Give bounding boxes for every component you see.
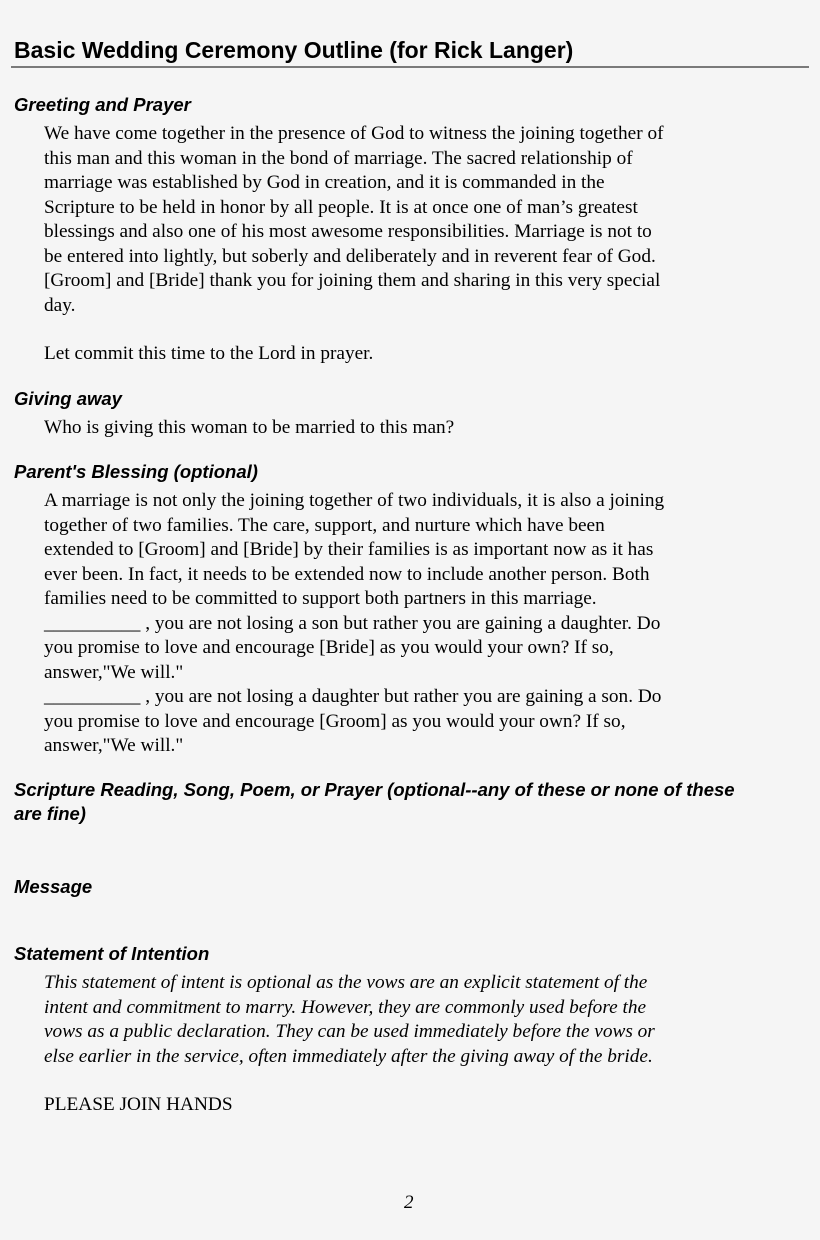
text-line: extended to [Groom] and [Bride] by their families is as important now as it has [44,539,654,560]
text-line: We have come together in the presence of God to witness the joining together of [44,123,664,144]
section-heading-message: Message [14,876,93,897]
heading-line: are fine) [14,803,86,824]
section-heading-parents-blessing: Parent's Blessing (optional) [14,461,258,482]
section-body-statement-of-intention [44,971,814,1069]
heading-line: Scripture Reading, Song, Poem, or Prayer (optional--any of these or none of these [14,779,735,800]
page-number: 2 [404,1192,414,1213]
section-heading-scripture-reading [14,778,735,826]
text-line: Who is giving this woman to be married to this man? [44,417,455,438]
join-hands-instruction [44,1093,814,1118]
text-line: __________ , you are not losing a daughter but rather you are gaining a son. Do [44,686,662,707]
text-line: blessings and also one of his most awesome responsibilities. Marriage is not to [44,221,652,242]
text-line: A marriage is not only the joining together of two individuals, it is also a joining [44,490,665,511]
text-line: marriage was established by God in creation, and it is commanded in the [44,172,605,193]
text-line: [Groom] and [Bride] thank you for joining them and sharing in this very special [44,270,661,291]
text-line: together of two families. The care, support, and nurture which have been [44,514,605,536]
text-line: families need to be committed to support both partners in this marriage. [44,588,597,609]
text-line: PLEASE JOIN HANDS [44,1094,233,1115]
text-line: you promise to love and encourage [Bride] as you would your own? If so, [44,637,614,658]
section-heading-statement-of-intention: Statement of Intention [14,943,210,964]
text-line: else earlier in the service, often immediately after the giving away of the bride. [44,1045,653,1067]
text-line: Let commit this time to the Lord in prayer. [44,343,374,364]
section-body-parents-blessing [44,489,814,759]
document-title: Basic Wedding Ceremony Outline (for Rick Langer) [14,37,574,63]
text-line: This statement of intent is optional as the vows are an explicit statement of the [44,972,648,993]
text-line: __________ , you are not losing a son but rather you are gaining a daughter. Do [44,612,661,634]
title-underline-rule [11,66,809,68]
text-line: intent and commitment to marry. However, they are commonly used before the [44,996,647,1018]
section-heading-giving-away: Giving away [14,388,122,409]
text-line: vows as a public declaration. They can be used immediately before the vows or [44,1021,655,1042]
section-heading-greeting-and-prayer: Greeting and Prayer [14,94,191,115]
text-line: answer,"We will." [44,735,184,756]
section-body-greeting-and-prayer [44,122,814,318]
text-line: be entered into lightly, but soberly and deliberately and in reverent fear of God. [44,245,656,267]
text-line: day. [44,294,76,316]
text-line: ever been. In fact, it needs to be extended now to include another person. Both [44,563,650,585]
text-line: this man and this woman in the bond of marriage. The sacred relationship of [44,147,633,169]
text-line: Scripture to be held in honor by all people. It is at once one of man’s greatest [44,196,638,218]
section-body-giving-away [44,416,814,441]
text-line: you promise to love and encourage [Groom] as you would your own? If so, [44,710,626,732]
prayer-paragraph [44,342,814,367]
text-line: answer,"We will." [44,661,184,683]
